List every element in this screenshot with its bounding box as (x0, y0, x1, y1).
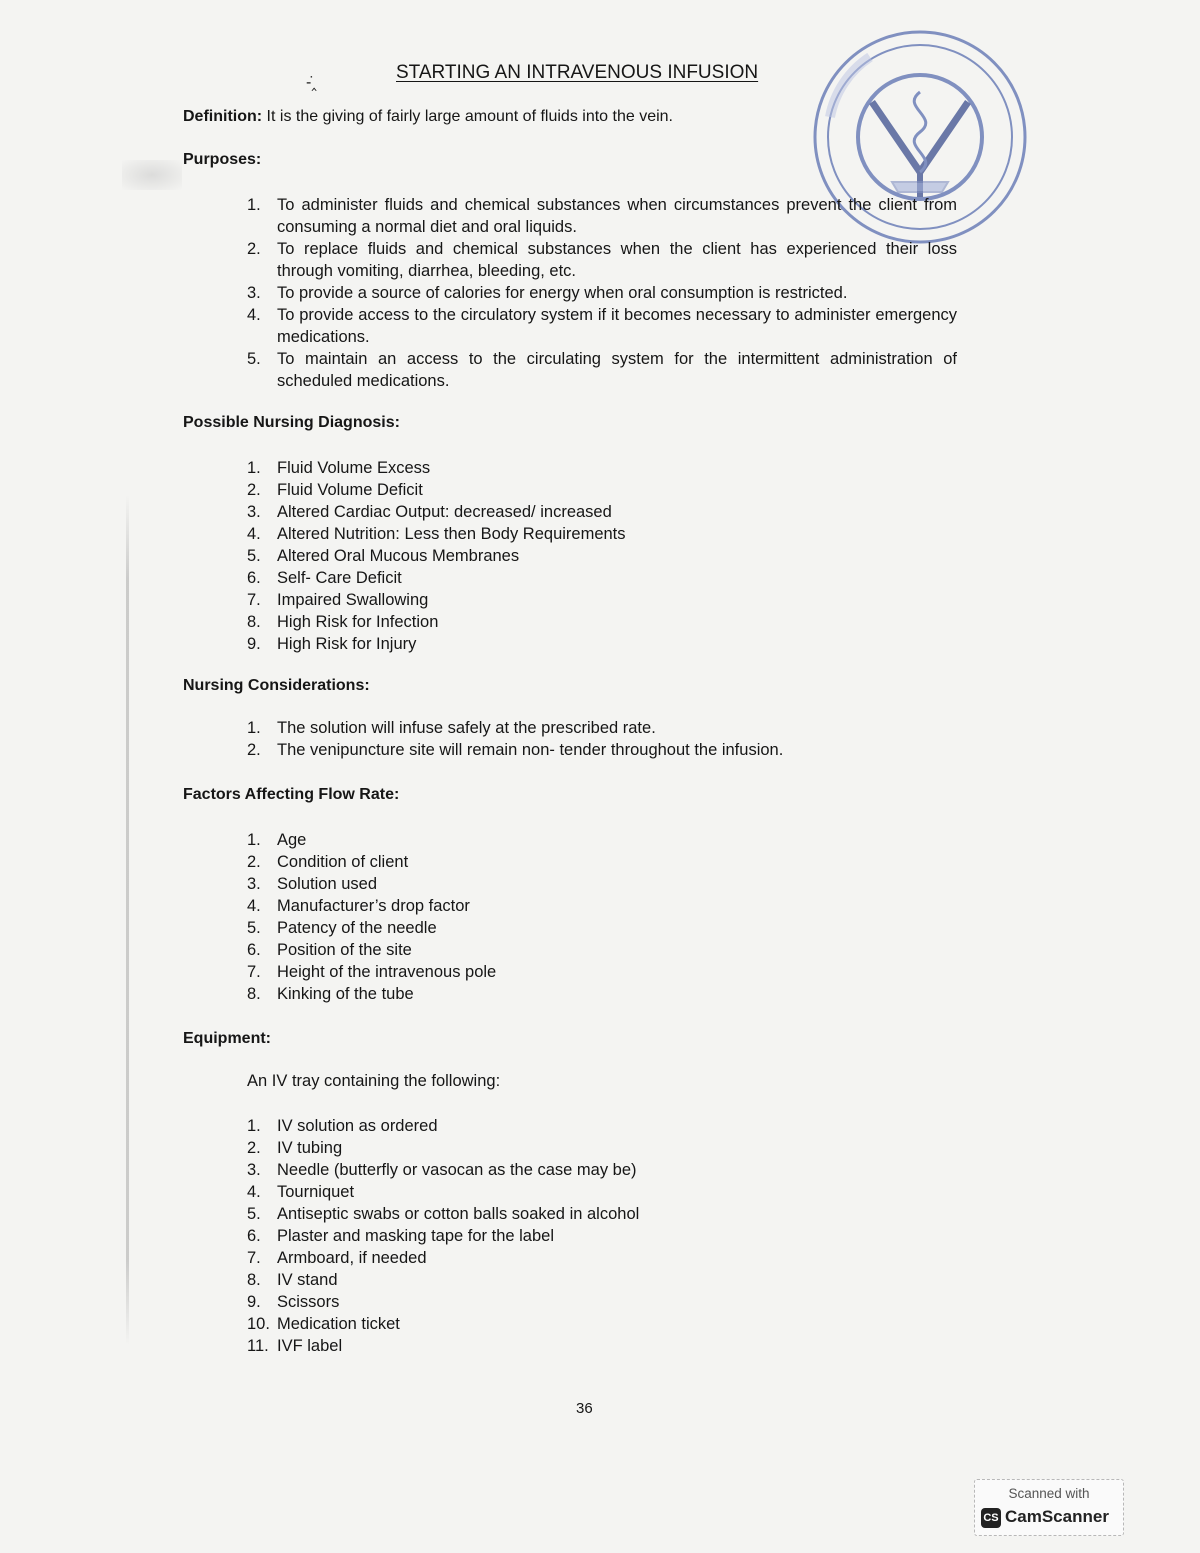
camscanner-watermark (974, 1479, 1124, 1536)
item-text: IV tubing (277, 1139, 343, 1157)
list-item (247, 479, 626, 501)
list-item (247, 304, 957, 348)
list-item (247, 1269, 639, 1291)
item-text: Altered Nutrition: Less then Body Requirements (277, 525, 626, 543)
item-number: 2. (247, 853, 261, 871)
list-item (247, 589, 626, 611)
list-item (247, 1247, 639, 1269)
equipment-heading: Equipment: (183, 1030, 271, 1047)
item-number: 1. (247, 196, 261, 214)
item-text: High Risk for Injury (277, 635, 417, 653)
list-item (247, 194, 957, 238)
item-text: The venipuncture site will remain non- tender throughout the infusion. (277, 741, 784, 759)
item-text: Condition of client (277, 853, 409, 871)
item-number: 10. (247, 1315, 270, 1333)
item-text: To provide access to the circulatory system if it becomes necessary to administer emergency medications. (277, 306, 957, 346)
item-text: IVF label (277, 1337, 343, 1355)
item-number: 7. (247, 591, 261, 609)
item-number: 5. (247, 350, 261, 368)
item-text: Plaster and masking tape for the label (277, 1227, 554, 1245)
item-number: 1. (247, 459, 261, 477)
item-number: 2. (247, 1139, 261, 1157)
item-number: 11. (247, 1337, 269, 1355)
item-text: To provide a source of calories for energy when oral consumption is restricted. (277, 284, 848, 302)
item-number: 3. (247, 284, 261, 302)
list-item (247, 633, 626, 655)
item-number: 9. (247, 1293, 261, 1311)
item-number: 8. (247, 1271, 261, 1289)
list-item (247, 917, 496, 939)
list-item (247, 829, 496, 851)
list-item (247, 238, 957, 282)
item-number: 3. (247, 1161, 261, 1179)
list-item (247, 567, 626, 589)
item-text: Position of the site (277, 941, 412, 959)
list-item (247, 717, 783, 739)
item-text: To maintain an access to the circulating system for the intermittent administration of scheduled medications. (277, 350, 957, 390)
item-number: 6. (247, 1227, 261, 1245)
list-item (247, 961, 496, 983)
item-number: 8. (247, 613, 261, 631)
considerations-heading: Nursing Considerations: (183, 677, 370, 694)
item-number: 5. (247, 547, 261, 565)
item-number: 3. (247, 503, 261, 521)
item-number: 4. (247, 1183, 261, 1201)
item-text: IV stand (277, 1271, 338, 1289)
document-title: STARTING AN INTRAVENOUS INFUSION (396, 62, 759, 83)
watermark-brand: CamScanner (1005, 1507, 1109, 1526)
item-text: To administer fluids and chemical substances when circumstances prevent the client from consuming a normal diet and oral liquids. (277, 196, 957, 236)
list-item (247, 348, 957, 392)
item-text: Armboard, if needed (277, 1249, 427, 1267)
definition-label: Definition: (183, 108, 263, 125)
list-item (247, 523, 626, 545)
list-item (247, 873, 496, 895)
item-text: Self- Care Deficit (277, 569, 402, 587)
item-number: 5. (247, 1205, 261, 1223)
list-item (247, 983, 496, 1005)
item-number: 8. (247, 985, 261, 1003)
item-text: Height of the intravenous pole (277, 963, 497, 981)
list-item (247, 1335, 639, 1357)
list-item (247, 1159, 639, 1181)
list-item (247, 851, 496, 873)
list-item (247, 939, 496, 961)
list-item (247, 895, 496, 917)
page-number: 36 (576, 1400, 593, 1417)
list-item (247, 1203, 639, 1225)
item-text: Solution used (277, 875, 377, 893)
item-number: 6. (247, 569, 261, 587)
item-text: Impaired Swallowing (277, 591, 429, 609)
item-text: Age (277, 831, 307, 849)
equipment-list (247, 1115, 639, 1357)
item-text: Needle (butterfly or vasocan as the case may be) (277, 1161, 637, 1179)
diagnosis-list (247, 457, 626, 655)
diagnosis-heading: Possible Nursing Diagnosis: (183, 414, 400, 431)
item-number: 9. (247, 635, 261, 653)
scan-smudge (122, 160, 182, 190)
item-number: 4. (247, 525, 261, 543)
item-number: 4. (247, 897, 261, 915)
definition-text: It is the giving of fairly large amount of fluids into the vein. (266, 108, 673, 125)
item-text: Tourniquet (277, 1183, 355, 1201)
item-text: Fluid Volume Deficit (277, 481, 423, 499)
item-text: To replace fluids and chemical substances when the client has experienced their loss through vomiting, diarrhea, bleeding, etc. (277, 240, 957, 280)
definition-line (183, 108, 673, 126)
item-text: Kinking of the tube (277, 985, 414, 1003)
item-text: Patency of the needle (277, 919, 437, 937)
list-item (247, 1181, 639, 1203)
factors-heading: Factors Affecting Flow Rate: (183, 786, 400, 803)
list-item (247, 1115, 639, 1137)
list-item (247, 457, 626, 479)
list-item (247, 545, 626, 567)
item-number: 3. (247, 875, 261, 893)
list-item (247, 501, 626, 523)
item-number: 1. (247, 719, 261, 737)
item-text: IV solution as ordered (277, 1117, 438, 1135)
item-text: Altered Oral Mucous Membranes (277, 547, 520, 565)
list-item (247, 611, 626, 633)
item-text: Medication ticket (277, 1315, 400, 1333)
factors-list (247, 829, 496, 1005)
item-number: 4. (247, 306, 261, 324)
item-text: Altered Cardiac Output: decreased/ increased (277, 503, 612, 521)
list-item (247, 282, 957, 304)
list-item (247, 1291, 639, 1313)
list-item (247, 1137, 639, 1159)
item-number: 2. (247, 741, 261, 759)
camscanner-logo-icon: CS (981, 1508, 1001, 1528)
item-text: Scissors (277, 1293, 340, 1311)
item-text: High Risk for Infection (277, 613, 439, 631)
equipment-intro: An IV tray containing the following: (247, 1072, 501, 1090)
item-number: 1. (247, 831, 261, 849)
item-text: Fluid Volume Excess (277, 459, 431, 477)
item-number: 1. (247, 1117, 261, 1135)
considerations-list (247, 717, 783, 761)
item-number: 5. (247, 919, 261, 937)
watermark-caption: Scanned with (1008, 1486, 1090, 1501)
pen-mark: -̇‸ (306, 74, 317, 91)
item-number: 6. (247, 941, 261, 959)
item-number: 7. (247, 1249, 261, 1267)
item-number: 2. (247, 240, 261, 258)
purposes-heading: Purposes: (183, 151, 262, 168)
item-number: 7. (247, 963, 261, 981)
page-edge-shadow (126, 495, 129, 1345)
list-item (247, 1313, 639, 1335)
item-text: Manufacturer’s drop factor (277, 897, 470, 915)
item-text: The solution will infuse safely at the prescribed rate. (277, 719, 656, 737)
list-item (247, 739, 783, 761)
list-item (247, 1225, 639, 1247)
purposes-list (247, 194, 957, 392)
item-text: Antiseptic swabs or cotton balls soaked in alcohol (277, 1205, 640, 1223)
item-number: 2. (247, 481, 261, 499)
